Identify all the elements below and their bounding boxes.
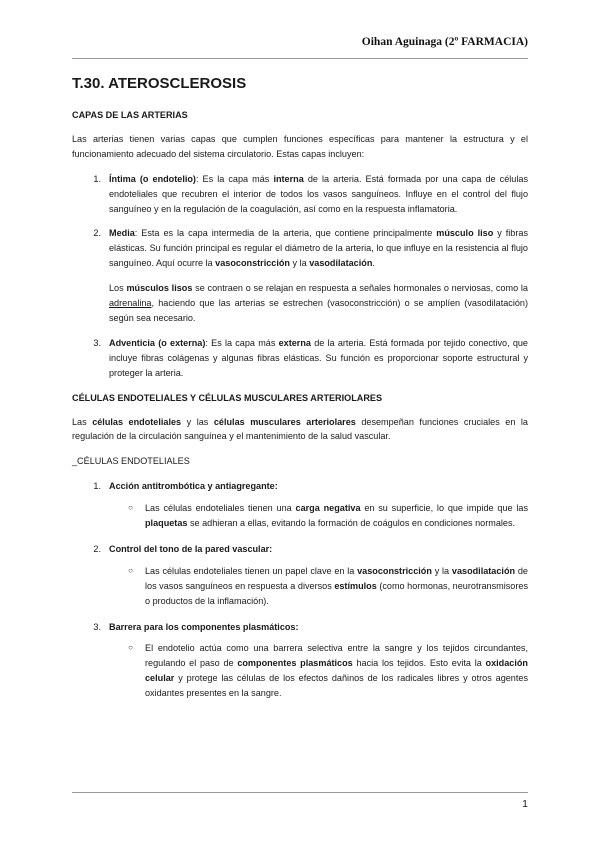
text-run: y la [289, 258, 310, 269]
text-run: , haciendo que las arterias se estrechen (vasoconstricción) o se amplíen (vasodilatación) según sea necesario. [109, 298, 528, 323]
bullet-text [145, 501, 528, 531]
subsection-heading-endoteliales: _CÉLULAS ENDOTELIALES [72, 456, 190, 467]
section-heading-capas: CAPAS DE LAS ARTERIAS [72, 110, 188, 120]
text-run: en su superficie, lo que impide que las [360, 503, 529, 514]
page-header-author: Oihan Aguinaga (2º FARMACIA) [361, 36, 528, 48]
list-item-adventicia [72, 336, 528, 381]
bold-term: vasoconstricción [215, 258, 290, 269]
list-number: 3. [93, 621, 101, 632]
term-label: Barrera para los componentes plasmáticos: [109, 621, 299, 632]
text-run: desempeñan funciones cruciales en la regulación de la circulación sanguínea y el mantenimiento de la salud vascular. [72, 416, 528, 442]
text-run: Las [72, 416, 93, 427]
footer-divider [72, 792, 528, 793]
text-run: y las [181, 416, 214, 427]
list-number: 1. [93, 173, 101, 184]
text-run: . [372, 258, 375, 269]
list-item-text [109, 479, 528, 494]
text-run: El endotelio actúa como una barrera selectiva entre la sangre y los tejidos circundantes, regulando el paso de [145, 643, 528, 669]
text-run: y la [431, 565, 452, 576]
list-item-text [109, 620, 528, 635]
text-run: : Es la capa más [195, 173, 274, 184]
text-run: : Es la capa más [205, 337, 279, 348]
list-number: 2. [93, 228, 101, 239]
term-label: Media [109, 228, 135, 239]
list-number: 1. [93, 481, 101, 492]
term-label: Acción antitrombótica y antiagregante: [109, 481, 278, 492]
list-item-barrera [72, 620, 528, 635]
bold-term: plaquetas [145, 518, 188, 529]
bold-term: interna [273, 173, 304, 184]
text-run: de los vasos sanguíneos en respuesta a diversos [145, 565, 528, 591]
text-run: y fibras elásticas. Su función principal es regular el diámetro de la arteria, lo que influye en la resistencia al flujo sanguíneo. Aquí ocurre la [109, 228, 528, 269]
list-item-text [109, 226, 528, 325]
text-run: Los [109, 283, 127, 294]
bullet-item-barrera [72, 641, 528, 701]
circle-bullet-icon: ○ [128, 643, 133, 653]
underlined-term: adrenalina [109, 298, 152, 309]
text-run: de la arteria. Está formada por una capa de células endoteliales que recubren el interior de todos los vasos sanguíneos. Influye en el control del flujo sanguíneo y en la regulación de la coagulación, así como en la respuesta inflamatoria. [109, 173, 528, 214]
bold-term: carga negativa [295, 503, 361, 514]
bold-term: músculos lisos [126, 283, 193, 294]
text-run: se contraen o se relajan en respuesta a señales hormonales o nerviosas, como la [192, 283, 528, 294]
list-number: 2. [93, 543, 101, 554]
bold-term: vasodilatación [309, 258, 373, 269]
section-intro-capas: Las arterias tienen varias capas que cumplen funciones específicas para mantener la estructura y el funcionamiento adecuado del sistema circulatorio. Estas capas incluyen: [72, 133, 528, 159]
bold-term: vasodilatación [451, 565, 516, 576]
text-run: se adhieran a ellas, evitando la formación de coágulos en condiciones normales. [187, 518, 516, 529]
list-item-text [109, 542, 528, 557]
text-run: de la arteria. Está formada por tejido conectivo, que incluye fibras colágenas y algunas fibras elásticas. Su función es proporcionar soporte estructural y proteger la arteria. [109, 337, 528, 378]
section-heading-celulas: CÉLULAS ENDOTELIALES Y CÉLULAS MUSCULARES ARTERIOLARES [72, 392, 383, 403]
list-number: 3. [93, 337, 101, 348]
circle-bullet-icon: ○ [128, 565, 133, 575]
bold-term: células musculares arteriolares [213, 416, 356, 427]
text-run: hacia los tejidos. Esto evita la [352, 658, 486, 669]
bullet-item-antitrombotica [72, 501, 528, 531]
term-label: Íntima (o endotelio) [109, 173, 196, 184]
bullet-text [145, 641, 528, 701]
term-label: Control del tono de la pared vascular: [109, 543, 273, 554]
bullet-item-control-tono [72, 564, 528, 609]
text-run: Las células endoteliales tienen una [145, 503, 296, 514]
bold-term: estímulos [334, 580, 377, 591]
text-run: (como hormonas, neurotransmisores o productos de la inflamación). [145, 580, 528, 606]
text-run: : Esta es la capa intermedia de la arteria, que contiene principalmente [134, 228, 437, 239]
bold-term: células endoteliales [92, 416, 182, 427]
list-item-extra-paragraph [109, 281, 528, 326]
bold-term: músculo liso [436, 228, 494, 239]
list-item-media [72, 226, 528, 325]
bold-term: vasoconstricción [357, 565, 432, 576]
page-title: T.30. ATEROSCLEROSIS [72, 75, 247, 92]
list-item-text [109, 336, 528, 381]
bold-term: componentes plasmáticos [237, 658, 353, 669]
page-number: 1 [522, 798, 528, 810]
text-run: y protege las células de los efectos dañinos de los radicales libres y otros agentes oxidantes presentes en la sangre. [145, 673, 528, 699]
bold-term: externa [278, 337, 311, 348]
list-item-intima [72, 172, 528, 217]
text-run: Las células endoteliales tienen un papel clave en la [145, 565, 358, 576]
list-item-antitrombotica [72, 479, 528, 494]
header-divider [72, 58, 528, 59]
list-item-text [109, 172, 528, 217]
list-item-control-tono [72, 542, 528, 557]
circle-bullet-icon: ○ [128, 503, 133, 513]
term-label: Adventicia (o externa) [109, 337, 206, 348]
document-body [72, 74, 528, 712]
section-intro-celulas [72, 415, 528, 445]
bullet-text [145, 564, 528, 609]
bold-term: oxidación celular [145, 658, 528, 684]
